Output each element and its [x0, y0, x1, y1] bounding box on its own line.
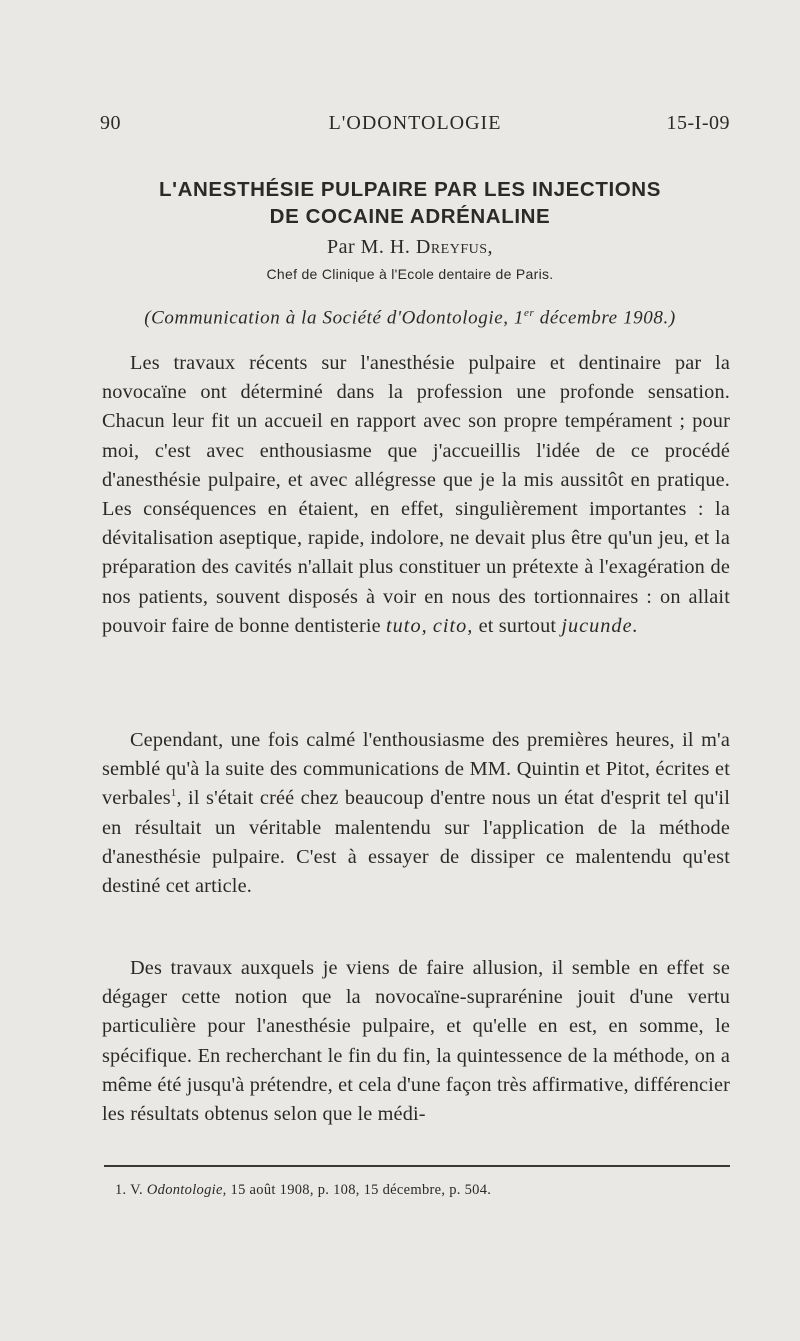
byline-prefix: Par M. H.	[326, 236, 416, 258]
running-head	[100, 112, 730, 138]
title-line-2: DE COCAINE ADRÉNALINE	[269, 205, 551, 228]
italic-jucunde: jucunde.	[561, 614, 639, 637]
footnote	[115, 1182, 730, 1199]
paragraph-2-text-b: , il s'était créé chez beaucoup d'entre nous un état d'esprit tel qu'il en résultait un véritable malentendu sur l'application de la méthode d'anesthésie pulpaire. C'est à essayer de dissiper ce malentendu qu'est destiné cet article.	[102, 787, 730, 898]
article-title	[90, 176, 730, 230]
italic-cito: cito,	[432, 614, 474, 637]
journal-title: L'ODONTOLOGIE	[328, 112, 502, 134]
communication-note	[90, 307, 730, 329]
paragraph-3-text: Des travaux auxquels je viens de faire allusion, il semble en effet se dégager cette notion que la novocaïne-suprarénine jouit d'une vertu particulière pour l'anesthésie pulpaire, et qu'elle en est, en somme, le spécifique. En recherchant le fin du fin, la quintessence de la méthode, on a même été jusqu'à prétendre, et cela d'une façon très affirmative, différencier les résultats obtenus selon que le médi-	[102, 957, 730, 1126]
author-name: Dreyfus,	[415, 236, 494, 258]
paragraph-3	[102, 954, 730, 1129]
paragraph-1-text: Les travaux récents sur l'anesthésie pulpaire et dentinaire par la novocaïne ont déterminé dans la profession une profonde sensation. Chacun leur fit un accueil en rapport avec son propre tempérament ; pour moi, c'est avec enthousiasme que j'accueillis l'idée de ce procédé d'anesthésie pulpaire, et avec allégresse que je la mis aussitôt en pratique. Les conséquences en étaient, en effet, singulièrement importantes : la dévitalisation aseptique, rapide, indolore, ne devait plus être qu'un jeu, et la préparation des cavités n'allait plus constituer un prétexte à l'exagération de nos patients, souvent disposés à voir en nous des tortionnaires : on allait pouvoir faire de bonne dentisterie	[102, 352, 730, 637]
italic-tuto: tuto,	[386, 614, 428, 637]
issue-date: 15-I-09	[666, 112, 730, 134]
communication-before: (Communication à la Société d'Odontologie, 1	[144, 307, 525, 329]
footnote-divider	[104, 1165, 730, 1167]
paragraph-2	[102, 726, 730, 901]
paragraph-1	[102, 349, 730, 641]
footnote-prefix: 1. V.	[115, 1182, 147, 1198]
author-affiliation: Chef de Clinique à l'Ecole dentaire de Paris.	[266, 266, 554, 282]
communication-sup: er	[524, 307, 535, 319]
title-line-1: L'ANESTHÉSIE PULPAIRE PAR LES INJECTIONS	[159, 178, 661, 201]
footnote-source: Odontologie,	[146, 1182, 227, 1198]
paragraph-1-mid: et surtout	[473, 614, 562, 637]
footnote-rest: 15 août 1908, p. 108, 15 décembre, p. 504.	[226, 1182, 492, 1198]
paragraph-2-text-a: Cependant, une fois calmé l'enthousiasme des premières heures, il m'a semblé qu'à la suite des communications de MM. Quintin et Pitot, écrites et verbales	[102, 729, 730, 810]
communication-after: décembre 1908.)	[534, 307, 676, 329]
footnote-marker[interactable]: 1	[170, 787, 177, 800]
page-number: 90	[100, 112, 121, 134]
byline	[90, 236, 730, 259]
